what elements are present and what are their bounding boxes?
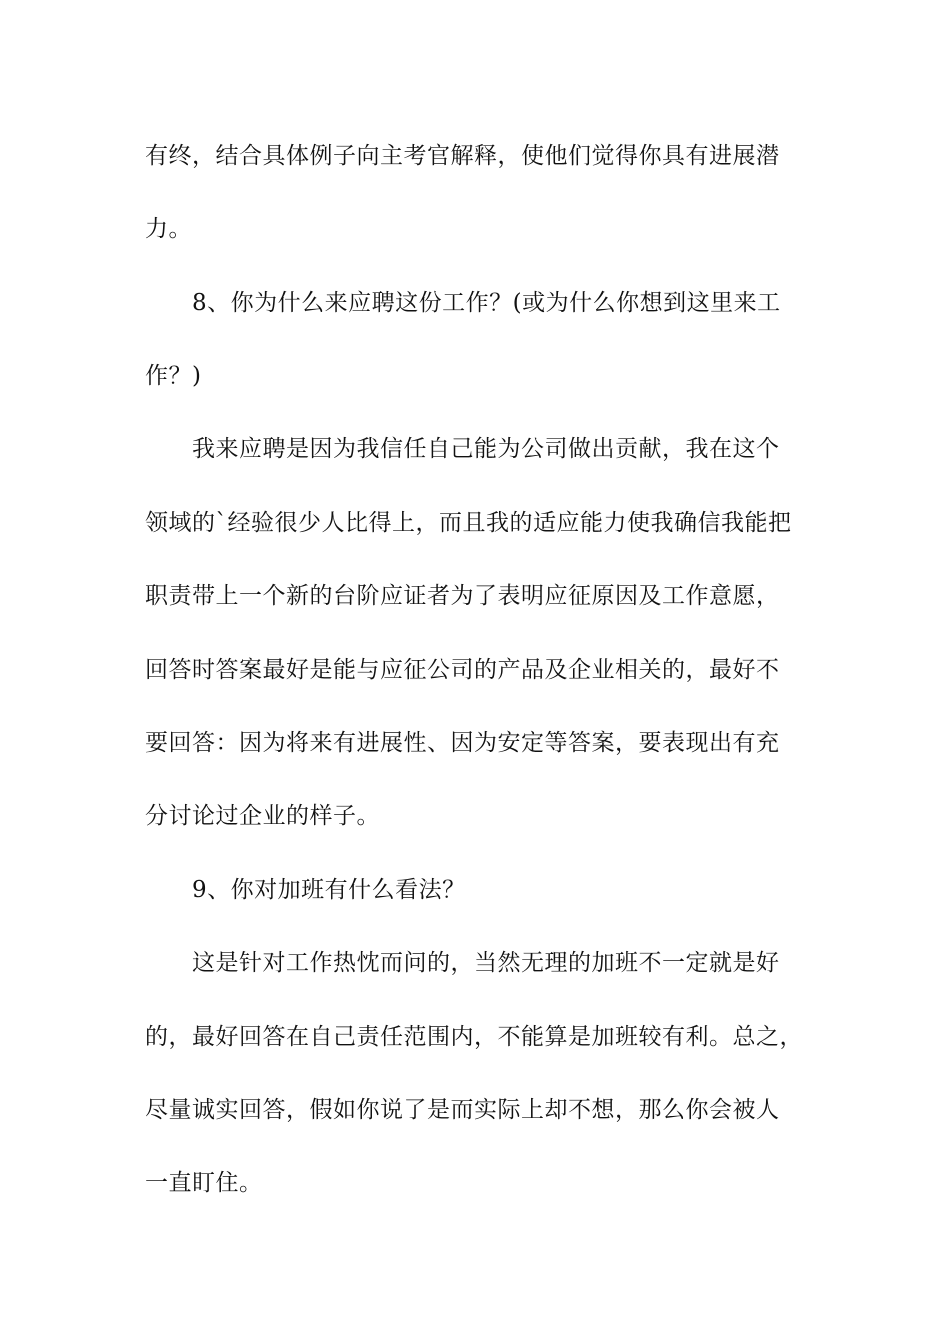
paragraph-line: 回答时答案最好是能与应征公司的产品及企业相关的，最好不 — [145, 657, 780, 683]
paragraph-line: 力。 — [145, 216, 192, 242]
paragraph-line: 要回答：因为将来有进展性、因为安定等答案，要表现出有充 — [145, 730, 780, 756]
paragraph-line: 有终，结合具体例子向主考官解释，使他们觉得你具有进展潜 — [145, 143, 780, 169]
paragraph-line: 分讨论过企业的样子。 — [145, 803, 380, 829]
question-heading: 8、你为什么来应聘这份工作？(或为什么你想到这里来工 — [192, 290, 781, 316]
paragraph-line: 我来应聘是因为我信任自己能为公司做出贡献，我在这个 — [192, 436, 780, 462]
paragraph-line: 一直盯住。 — [145, 1170, 263, 1196]
question-heading-continuation: 作？) — [145, 363, 202, 389]
paragraph-line: 领域的`经验很少人比得上，而且我的适应能力使我确信我能把 — [145, 510, 792, 536]
paragraph-line: 的，最好回答在自己责任范围内，不能算是加班较有利。总之， — [145, 1024, 803, 1050]
question-heading: 9、你对加班有什么看法？ — [192, 877, 466, 903]
paragraph-line: 这是针对工作热忱而问的，当然无理的加班不一定就是好 — [192, 950, 780, 976]
paragraph-line: 尽量诚实回答，假如你说了是而实际上却不想，那么你会被人 — [145, 1097, 780, 1123]
paragraph-line: 职责带上一个新的台阶应证者为了表明应征原因及工作意愿， — [145, 583, 780, 609]
